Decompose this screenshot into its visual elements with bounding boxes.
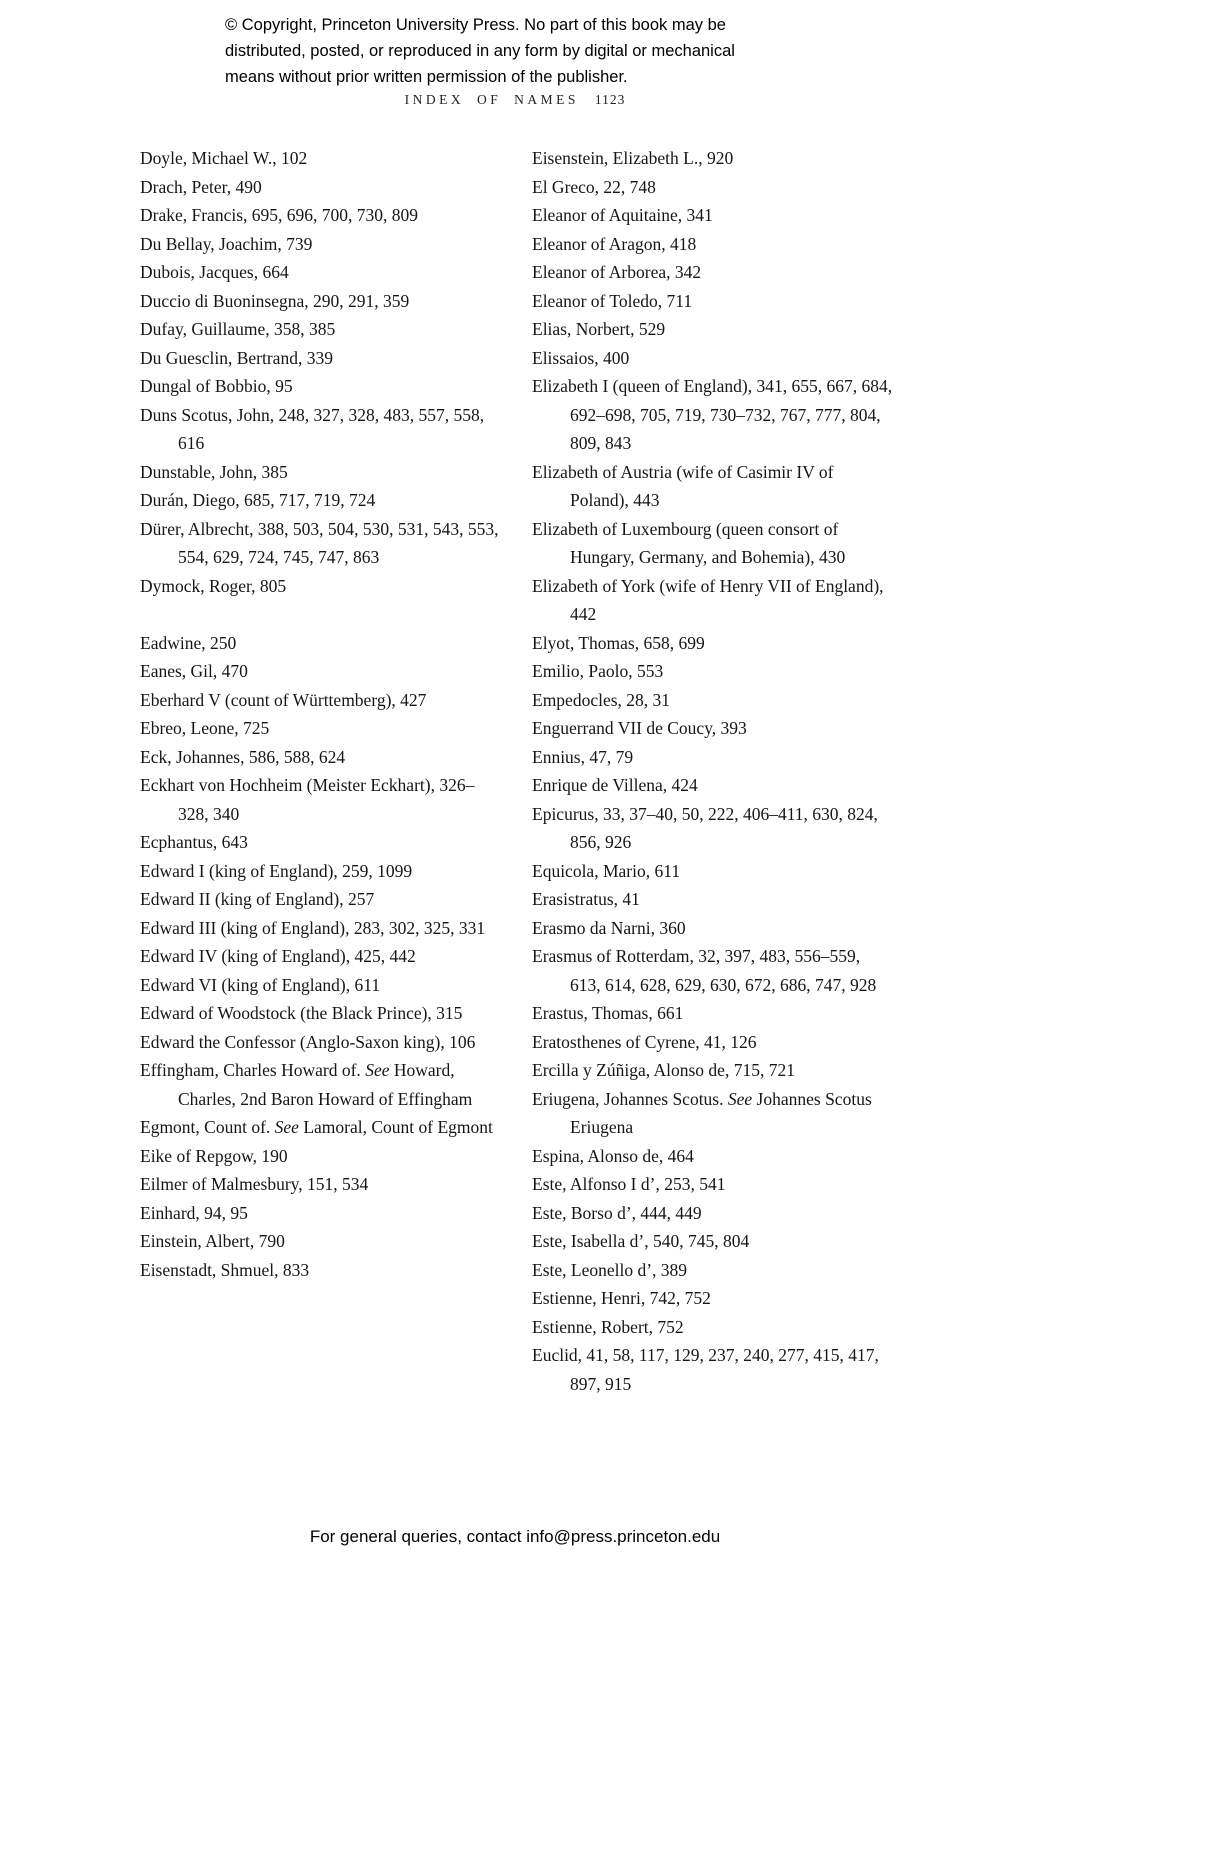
- index-entry: Eleanor of Arborea, 342: [532, 262, 702, 282]
- index-entry: Erasmus of Rotterdam, 32, 397, 483, 556–559, 613, 614, 628, 629, 630, 672, 686, 747, 928: [532, 946, 877, 995]
- index-columns: [140, 144, 894, 1398]
- index-entry: Eck, Johannes, 586, 588, 624: [140, 746, 346, 767]
- index-entry: Du Guesclin, Bertrand, 339: [140, 347, 333, 368]
- index-entry: Doyle, Michael W., 102: [140, 148, 308, 168]
- index-entry: Edward the Confessor (Anglo-Saxon king), 106: [140, 1031, 476, 1052]
- index-entry: Dungal of Bobbio, 95: [140, 376, 293, 396]
- index-entry: Empedocles, 28, 31: [532, 689, 671, 710]
- index-entry: Dufay, Guillaume, 358, 385: [140, 319, 336, 339]
- index-entry: Erastus, Thomas, 661: [532, 1003, 684, 1023]
- index-entry: Dürer, Albrecht, 388, 503, 504, 530, 531, 543, 553, 554, 629, 724, 745, 747, 863: [140, 518, 499, 567]
- index-entry: Edward VI (king of England), 611: [140, 974, 381, 995]
- index-entry: Duccio di Buoninsegna, 290, 291, 359: [140, 290, 410, 311]
- index-entry: Euclid, 41, 58, 117, 129, 237, 240, 277, 415, 417, 897, 915: [532, 1345, 879, 1394]
- index-entry: Ennius, 47, 79: [532, 746, 634, 767]
- index-entry: Ebreo, Leone, 725: [140, 718, 270, 738]
- index-entry: Eberhard V (count of Württemberg), 427: [140, 689, 427, 710]
- index-entry: Erasmo da Narni, 360: [532, 917, 686, 938]
- index-entry: Edward I (king of England), 259, 1099: [140, 860, 413, 881]
- index-entry: Edward II (king of England), 257: [140, 889, 375, 909]
- index-entry: Enrique de Villena, 424: [532, 775, 698, 795]
- index-entry: Este, Isabella d’, 540, 745, 804: [532, 1231, 750, 1251]
- index-entry: Este, Borso d’, 444, 449: [532, 1202, 702, 1223]
- index-entry: Elizabeth of York (wife of Henry VII of England), 442: [532, 575, 884, 624]
- index-column-left: [140, 144, 502, 1398]
- index-entry: Eleanor of Aragon, 418: [532, 233, 697, 254]
- index-column-right: [532, 144, 894, 1398]
- copyright-line: means without prior written permission of the publisher.: [225, 68, 628, 86]
- index-entry: Edward of Woodstock (the Black Prince), 315: [140, 1003, 463, 1023]
- index-entry: Drach, Peter, 490: [140, 176, 262, 197]
- index-entry: Elyot, Thomas, 658, 699: [532, 632, 705, 653]
- index-entry: Emilio, Paolo, 553: [532, 661, 664, 681]
- index-entry: Effingham, Charles Howard of. See Howard, Charles, 2nd Baron Howard of Effingham: [140, 1060, 473, 1109]
- index-entry: Enguerrand VII de Coucy, 393: [532, 718, 747, 738]
- index-entry: Ecphantus, 643: [140, 832, 248, 852]
- index-entry: Du Bellay, Joachim, 739: [140, 233, 313, 254]
- footer-contact-note: For general queries, contact info@press.princeton.edu: [309, 1527, 721, 1546]
- index-entry: Eilmer of Malmesbury, 151, 534: [140, 1174, 369, 1194]
- index-entry: Elizabeth of Austria (wife of Casimir IV of Poland), 443: [532, 461, 834, 510]
- index-entry: Dubois, Jacques, 664: [140, 262, 289, 282]
- index-title: INDEX OF NAMES: [404, 92, 579, 107]
- index-entry: Eadwine, 250: [140, 632, 237, 653]
- index-entry: Epicurus, 33, 37–40, 50, 222, 406–411, 630, 824, 856, 926: [532, 803, 878, 852]
- index-entry: Eleanor of Toledo, 711: [532, 290, 693, 311]
- section-break: [140, 600, 502, 629]
- index-entry: Eisenstadt, Shmuel, 833: [140, 1259, 310, 1280]
- index-entry: Eike of Repgow, 190: [140, 1145, 288, 1166]
- index-entry: Egmont, Count of. See Lamoral, Count of Egmont: [140, 1117, 493, 1137]
- index-entry: Dunstable, John, 385: [140, 461, 288, 482]
- copyright-notice: [225, 12, 865, 90]
- index-entry: Dymock, Roger, 805: [140, 575, 287, 596]
- index-entry: Edward IV (king of England), 425, 442: [140, 946, 416, 966]
- copyright-line: distributed, posted, or reproduced in any form by digital or mechanical: [225, 42, 735, 60]
- index-entry: Durán, Diego, 685, 717, 719, 724: [140, 490, 376, 510]
- index-entry: Ercilla y Zúñiga, Alonso de, 715, 721: [532, 1060, 795, 1080]
- running-head: [140, 92, 890, 108]
- index-entry: Eisenstein, Elizabeth L., 920: [532, 148, 734, 168]
- index-entry: Eanes, Gil, 470: [140, 661, 248, 681]
- index-entry: Este, Leonello d’, 389: [532, 1259, 688, 1280]
- index-entry: Elias, Norbert, 529: [532, 319, 666, 339]
- index-entry: Eckhart von Hochheim (Meister Eckhart), 326–328, 340: [140, 775, 475, 824]
- index-entry: Elissaios, 400: [532, 347, 630, 368]
- index-entry: Elizabeth I (queen of England), 341, 655, 667, 684, 692–698, 705, 719, 730–732, 767, 777, 804, 809, 843: [532, 376, 893, 453]
- index-entry: Eriugena, Johannes Scotus. See Johannes Scotus Eriugena: [532, 1088, 872, 1137]
- index-entry: Erasistratus, 41: [532, 889, 640, 909]
- index-entry: Drake, Francis, 695, 696, 700, 730, 809: [140, 205, 419, 225]
- copyright-line: © Copyright, Princeton University Press. No part of this book may be: [225, 16, 726, 34]
- index-entry: Equicola, Mario, 611: [532, 860, 681, 881]
- index-entry: Duns Scotus, John, 248, 327, 328, 483, 557, 558, 616: [140, 404, 485, 453]
- page-number: 1123: [594, 92, 626, 107]
- index-entry: Eleanor of Aquitaine, 341: [532, 205, 713, 225]
- index-entry: Einstein, Albert, 790: [140, 1231, 285, 1251]
- index-entry: Elizabeth of Luxembourg (queen consort of Hungary, Germany, and Bohemia), 430: [532, 518, 846, 567]
- index-entry: Edward III (king of England), 283, 302, 325, 331: [140, 917, 486, 938]
- index-entry: Estienne, Robert, 752: [532, 1316, 684, 1337]
- index-entry: El Greco, 22, 748: [532, 176, 656, 197]
- index-entry: Espina, Alonso de, 464: [532, 1145, 694, 1166]
- index-entry: Eratosthenes of Cyrene, 41, 126: [532, 1031, 757, 1052]
- index-entry: Este, Alfonso I d’, 253, 541: [532, 1174, 726, 1194]
- index-entry: Einhard, 94, 95: [140, 1202, 248, 1223]
- index-entry: Estienne, Henri, 742, 752: [532, 1288, 711, 1308]
